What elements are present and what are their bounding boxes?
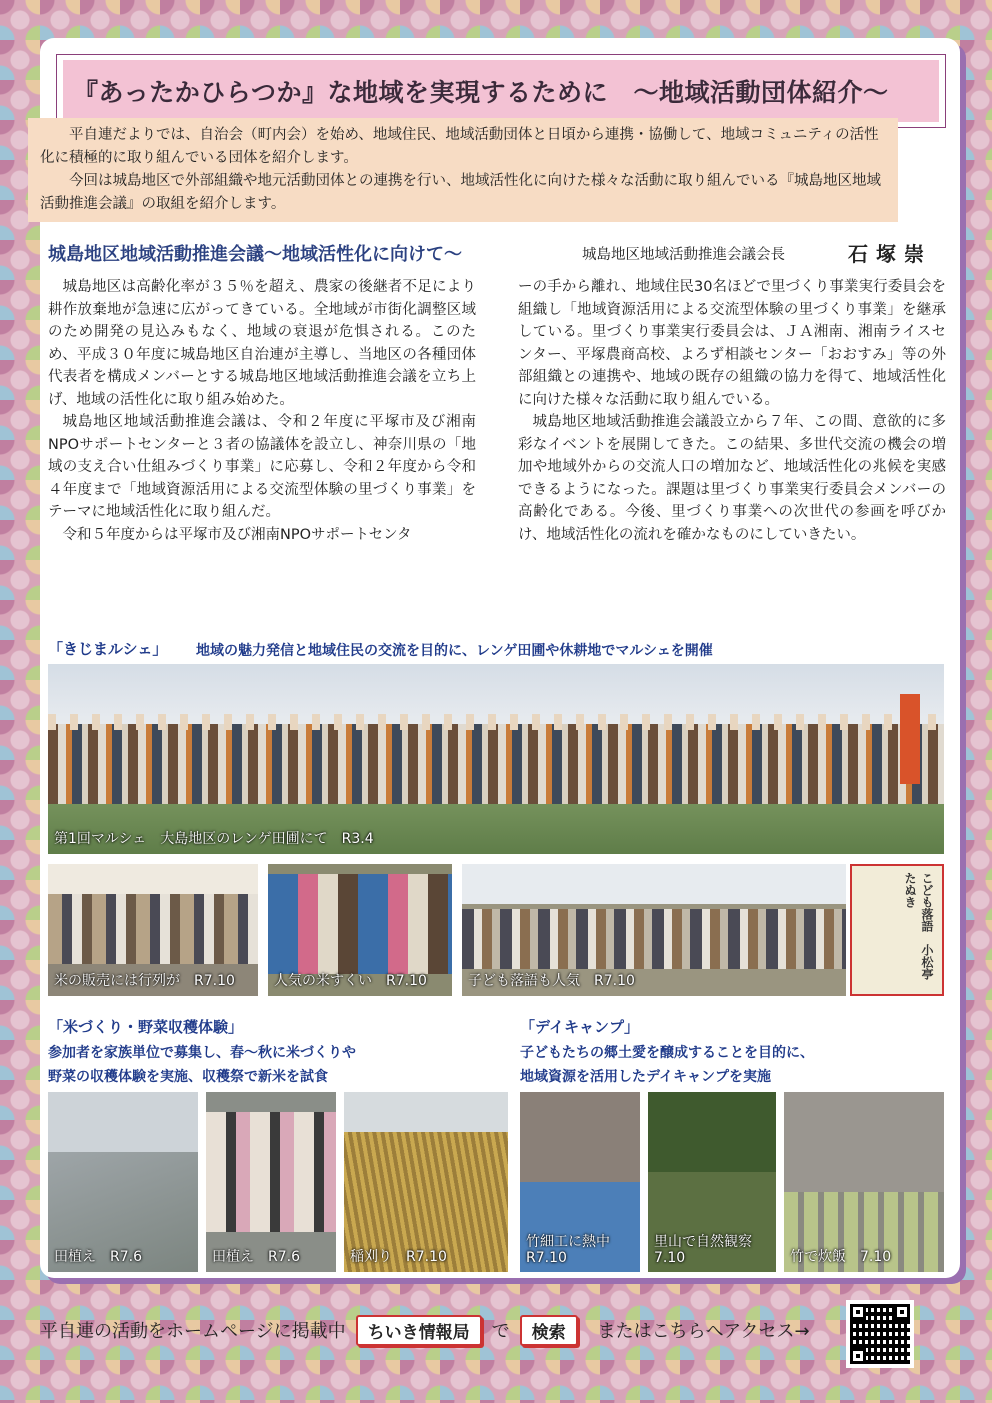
article-column-left [48, 276, 476, 546]
article-paragraph: 城島地区地域活動推進会議設立から７年、この間、意欲的に多彩なイベントを展開してきた。この結果、多世代交流の機会の増加や地域外からの交流人口の増加など、地域活性化の兆候を実感できるようになった。課題は里づくり事業実行委員会メンバーの高齢化である。今後、里づくり事業への次世代の参画を呼びかけ、地域活性化の流れを確かなものにしていきたい。 [518, 414, 946, 543]
rice-photo-planting-2 [206, 1092, 336, 1272]
marche-group-photo [48, 664, 944, 854]
marche-photo-rakugo [462, 864, 846, 996]
photo-caption: 米の販売には行列が R7.10 [54, 973, 235, 989]
intro-paragraph: 平自連だよりでは、自治会（町内会）を始め、地域住民、地域活動団体と日頃から連携・協働して、地域コミュニティの活性化に積極的に取り組んでいる団体を紹介します。 [40, 127, 879, 166]
marche-desc: 地域の魅力発信と地域住民の交流を目的に、レンゲ田圃や休耕地でマルシェを開催 [196, 643, 713, 659]
camp-desc-1: 子どもたちの郷土愛を醸成することを目的に、 [520, 1045, 814, 1061]
intro-paragraph: 今回は城島地区で外部組織や地元活動団体との連携を行い、地域活性化に向けた様々な活動に取り組んでいる『城島地区地域活動推進会議』の取組を紹介します。 [40, 173, 881, 212]
photo-caption: 竹細工に熱中 R7.10 [526, 1234, 610, 1266]
camp-photo-bamboo-rice [784, 1092, 944, 1272]
marche-photo-rice-sale [48, 864, 258, 996]
rice-photo-planting-1 [48, 1092, 198, 1272]
marche-photo-rice-scoop [268, 864, 452, 996]
rice-title: 「米づくり・野菜収穫体験」 [48, 1018, 244, 1036]
photo-caption: 稲刈り R7.10 [350, 1249, 447, 1265]
photo-caption: 第1回マルシェ 大島地区のレンゲ田圃にて R3.4 [54, 831, 374, 847]
camp-photo-bamboo-craft [520, 1092, 640, 1272]
article-column-right [518, 276, 946, 546]
article-paragraph: 城島地区は高齢化率が３５％を超え、農家の後継者不足により耕作放棄地が急速に広がってきている。全地域が市街化調整区域のため開発の見込みもなく、地域の衰退が危惧される。このため、平成３０年度に城島地区自治連が主導し、当地区の各種団体代表者を構成メンバーとする城島地区地域活動推進会議を立ち上げ、地域の活性化に取り組み始めた。 [48, 279, 476, 408]
article-paragraph: ーの手から離れ、地域住民30名ほどで里づくり事業実行委員会を組織し「地域資源活用による交流型体験の里づくり事業」を継承している。里づくり事業実行委員会は、ＪＡ湘南、湘南ライスセンター、平塚農商高校、よろず相談センター「おおすみ」等の外部組織との連携や、地域の既存の組織の協力を得て、地域活性化に向けた様々な活動に取り組んでいる。 [518, 279, 946, 408]
footer-text: またはこちらへアクセス→ [597, 1321, 810, 1342]
qr-code-icon[interactable] [846, 1300, 914, 1368]
intro-box [28, 118, 898, 222]
search-keyword-tag: ちいき情報局 [356, 1315, 482, 1346]
rice-desc-2: 野菜の収穫体験を実施、収穫祭で新米を試食 [48, 1069, 328, 1085]
marche-title: 「きじまルシェ」 [48, 640, 168, 658]
poster-text: こども落語 小松亭たぬき [903, 872, 934, 980]
photo-caption: 里山で自然観察 7.10 [654, 1234, 752, 1266]
article-paragraph: 城島地区地域活動推進会議は、令和２年度に平塚市及び湘南NPOサポートセンターと３者の協議体を設立し、神奈川県の「地域の支え合い仕組みづくり事業」に応募し、令和２年度から令和４年度まで「地域資源活用による交流型体験の里づくり事業」をテーマに地域活性化に取り組んだ。 [48, 414, 476, 520]
photo-caption: 田植え R7.6 [212, 1249, 300, 1265]
author-role: 城島地区地域活動推進会議会長 [582, 247, 785, 263]
camp-desc-2: 地域資源を活用したデイキャンプを実施 [520, 1069, 772, 1085]
photo-caption: 人気の米すくい R7.10 [274, 973, 427, 989]
search-button[interactable]: 検索 [520, 1315, 578, 1346]
rice-photo-harvest [344, 1092, 508, 1272]
title-banner [56, 54, 946, 128]
photo-caption: 子ども落語も人気 R7.10 [468, 973, 635, 989]
rice-desc-1: 参加者を家族単位で募集し、春～秋に米づくりや [48, 1045, 356, 1061]
camp-photo-nature [648, 1092, 776, 1272]
footer-text: 平自連の活動をホームページに掲載中 [40, 1321, 346, 1342]
rakugo-poster [850, 864, 944, 996]
page-title: 『あったかひらつか』な地域を実現するために ～地域活動団体紹介～ [73, 78, 889, 107]
article-title: 城島地区地域活動推進会議～地域活性化に向けて～ [48, 244, 462, 265]
photo-caption: 田植え R7.6 [54, 1249, 142, 1265]
camp-title: 「デイキャンプ」 [520, 1018, 639, 1036]
article-heading [48, 240, 948, 266]
footer [40, 1290, 952, 1370]
author-name: 石塚崇 [848, 242, 932, 266]
footer-text: で [491, 1321, 510, 1342]
photo-caption: 竹で炊飯 7.10 [790, 1249, 892, 1265]
article-paragraph: 令和５年度からは平塚市及び湘南NPOサポートセンタ [62, 526, 412, 543]
